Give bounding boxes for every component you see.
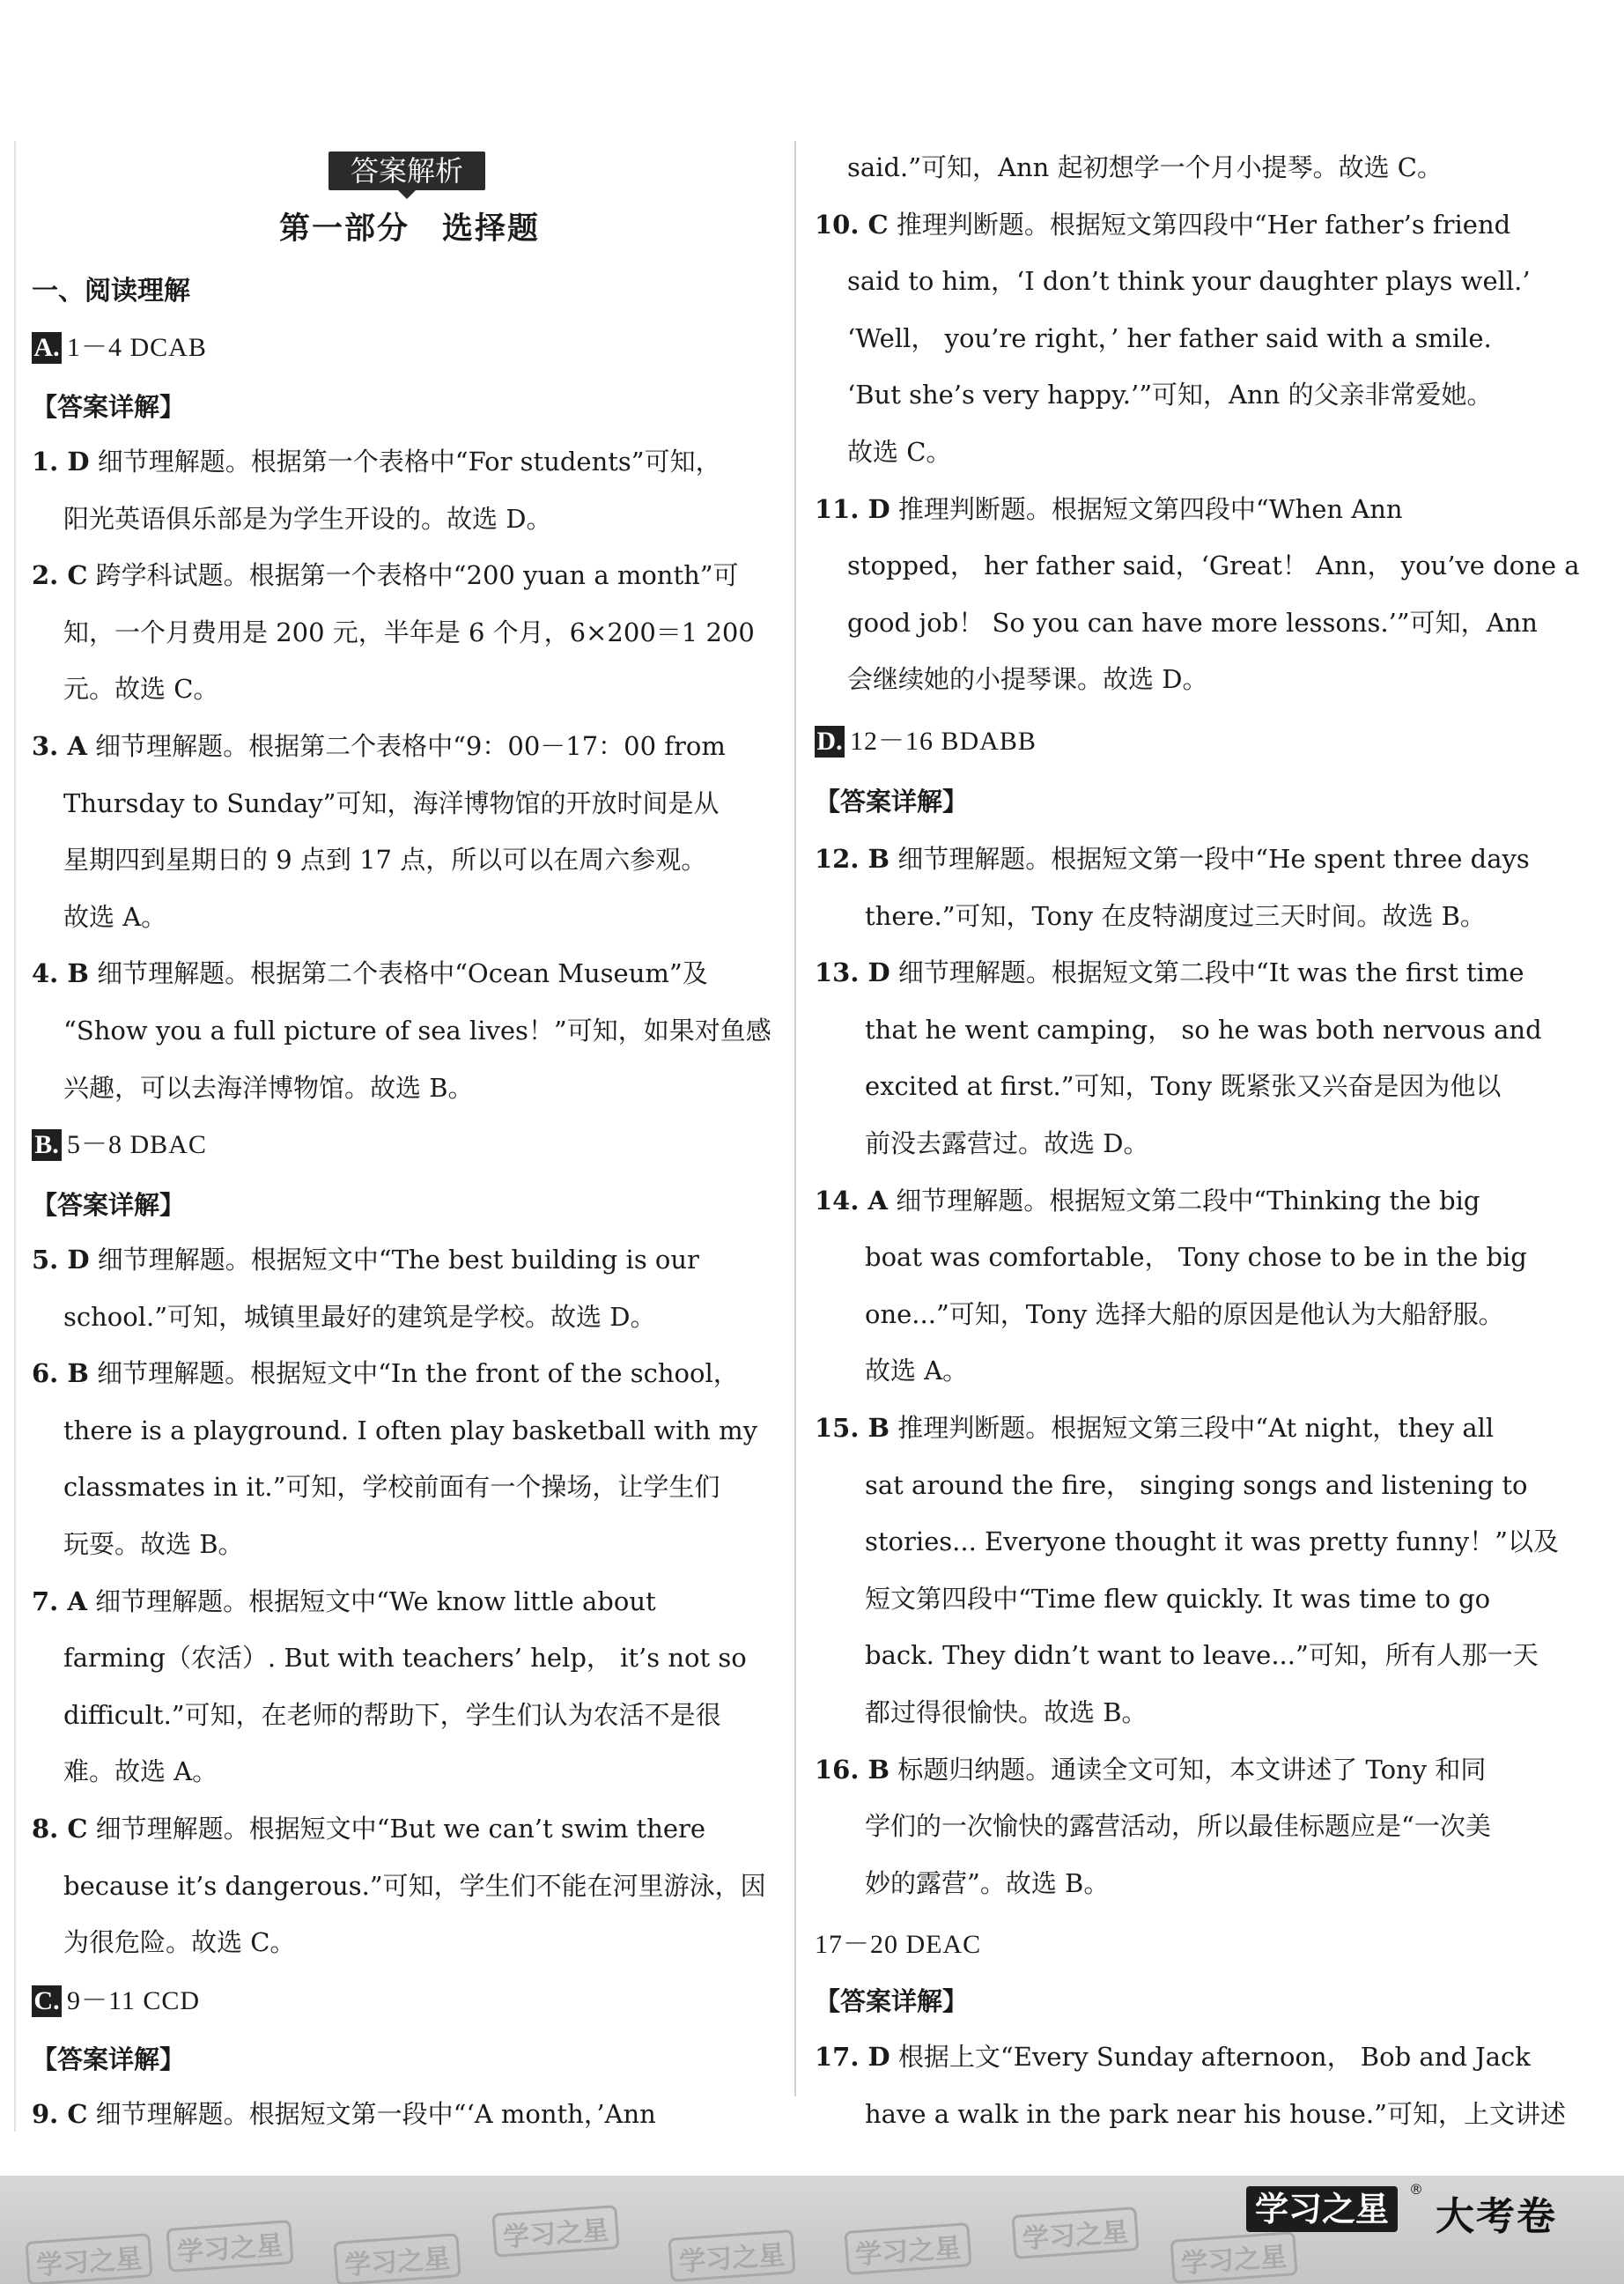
question-number: 4. B (32, 958, 89, 989)
explanation-line (815, 2039, 1531, 2074)
explanation-text: there.”可知，Tony 在皮特湖度过三天时间。故选 B。 (865, 900, 1486, 931)
watermark-logo: 学习之星 (668, 2229, 795, 2282)
explanation-line (815, 492, 1403, 527)
explanation-line (865, 1068, 1501, 1104)
explanation-text: Thursday to Sunday”可知，海洋博物馆的开放时间是从 (63, 787, 720, 818)
explanation-text: 推理判断题。根据短文第三段中“At night，they all (890, 1413, 1495, 1443)
explanation-text: 都过得很愉快。故选 B。 (865, 1697, 1148, 1727)
explanation-text: 细节理解题。根据短文第二段中“It was the first time (890, 957, 1524, 988)
explanation-line (847, 434, 951, 469)
explanation-line (815, 1410, 1494, 1445)
explanation-text: 阳光英语俱乐部是为学生开设的。故选 D。 (63, 503, 552, 534)
explanation-line (63, 786, 720, 821)
question-number: 7. A (32, 1585, 87, 1616)
explanation-line (63, 501, 551, 536)
question-number: 1. D (32, 447, 90, 477)
explanation-line (63, 1868, 766, 1903)
section-title: 一、阅读理解 (32, 276, 190, 307)
explanation-line (32, 956, 708, 991)
explanation-text: 学们的一次愉快的露营活动，所以最佳标题应是“一次美 (865, 1811, 1491, 1842)
answer-key-row (32, 330, 207, 366)
explanation-text: 根据上文“Every Sunday afternoon， Bob and Jack (890, 2042, 1531, 2072)
explanation-text: 妙的露营”。故选 B。 (865, 1867, 1110, 1898)
explanation-line (865, 1467, 1527, 1503)
explanation-line (865, 1637, 1539, 1673)
explanation-text: boat was comfortable， Tony chose to be in the big (865, 1242, 1527, 1273)
explanation-text: ‘But she’s very happy.’”可知，Ann 的父亲非常爱她。 (847, 380, 1493, 410)
explanation-text: 细节理解题。根据短文中“We know little about (86, 1585, 656, 1616)
explanation-line (847, 548, 1580, 583)
explanation-text: 难。故选 A。 (63, 1756, 218, 1787)
column-divider (794, 141, 796, 2096)
explanation-text: one...”可知，Tony 选择大船的原因是他认为大船舒服。 (865, 1298, 1504, 1329)
explanation-line (865, 1297, 1504, 1332)
explanation-line (32, 1242, 699, 1277)
explanation-line (815, 207, 1510, 242)
explanation-line (865, 1581, 1490, 1616)
explanation-text: 元。故选 C。 (63, 674, 219, 705)
question-number: 9. C (32, 2099, 88, 2129)
answer-analysis-badge: 答案解析 (328, 152, 485, 190)
explanation-text: sat around the fire， singing songs and listening to (865, 1469, 1528, 1500)
explanation-line (865, 1239, 1527, 1275)
explanation-text: 为很危险。故选 C。 (63, 1927, 296, 1958)
watermark-logo: 学习之星 (1170, 2231, 1297, 2284)
question-number: 13. D (815, 957, 890, 988)
explanation-line (63, 899, 166, 935)
explanation-line (847, 662, 1207, 697)
explanation-line (63, 1925, 295, 1960)
answer-key-text: 5－8 DBAC (67, 1130, 207, 1159)
explanation-text: school.”可知，城镇里最好的建筑是学校。故选 D。 (63, 1301, 656, 1332)
explanation-text: farming（农活）. But with teachers’ help， it’s not so (63, 1643, 747, 1674)
explanation-line (865, 1126, 1148, 1161)
explanation-text: 细节理解题。根据短文中“But we can’t swim there (87, 1814, 706, 1844)
question-number: 8. C (32, 1814, 88, 1844)
explanation-line (32, 1584, 656, 1619)
explanation-line (847, 263, 1531, 299)
watermark-logo: 学习之星 (166, 2220, 293, 2273)
watermark-logo: 学习之星 (25, 2233, 152, 2284)
explanation-text: 故选 C。 (847, 437, 952, 467)
explanation-line (32, 1356, 739, 1391)
explanation-line (865, 1866, 1109, 1901)
explanation-line (865, 1524, 1559, 1559)
question-number: 16. B (815, 1754, 890, 1785)
explanation-text: classmates in it.”可知，学校前面有一个操场，让学生们 (63, 1472, 720, 1503)
passage-letter-badge: B. (32, 1129, 62, 1161)
explanation-text: ‘Well， you’re right，’ her father said with a smile. (847, 322, 1492, 353)
explanation-text: 会继续她的小提琴课。故选 D。 (847, 664, 1208, 695)
explanation-text: 细节理解题。根据第二个表格中“9：00－17：00 from (86, 731, 726, 761)
explanation-line (815, 1752, 1486, 1787)
question-number: 2. C (32, 560, 88, 591)
question-number: 10. C (815, 209, 889, 240)
answer-detail-heading: 【答案详解】 (32, 1190, 186, 1220)
explanation-line (815, 841, 1530, 876)
watermark-logo: 学习之星 (333, 2233, 461, 2284)
explanation-text: back. They didn’t want to leave...”可知，所有人那一天 (865, 1640, 1539, 1671)
explanation-text: 细节理解题。根据短文中“The best building is our (89, 1245, 699, 1275)
explanation-line (63, 615, 755, 650)
explanation-text: 兴趣，可以去海洋博物馆。故选 B。 (63, 1072, 474, 1103)
answer-key-row (815, 1927, 981, 1962)
question-number: 5. D (32, 1245, 90, 1275)
explanation-text: 推理判断题。根据短文第四段中“Her father’s friend (888, 209, 1511, 240)
answer-detail-heading: 【答案详解】 (815, 787, 969, 817)
explanation-text: 细节理解题。根据短文中“In the front of the school， (88, 1358, 739, 1389)
explanation-text: “Show you a full picture of sea lives！”可知，如果对鱼感 (63, 1016, 771, 1046)
answer-key-text: 9－11 CCD (67, 1986, 201, 2015)
explanation-line (63, 1013, 771, 1048)
explanation-line (32, 444, 721, 479)
answer-key-text: 17－20 DEAC (815, 1930, 982, 1959)
explanation-text: 星期四到星期日的 9 点到 17 点，所以可以在周六参观。 (63, 845, 707, 876)
brand-logo: 学习之星 (1246, 2186, 1398, 2232)
explanation-text: 细节理解题。根据短文第一段中“‘A month，’Ann (87, 2099, 656, 2129)
explanation-text: that he went camping， so he was both nervous and (865, 1014, 1542, 1045)
explanation-text: have a walk in the park near his house.”可知，上文讲述 (865, 2098, 1566, 2129)
badge-pointer-icon (398, 190, 416, 199)
passage-letter-badge: C. (32, 1985, 62, 2017)
explanation-text: good job！ So you can have more lessons.’”可知，Ann (847, 607, 1538, 638)
question-number: 14. A (815, 1185, 889, 1216)
explanation-line (63, 1469, 720, 1504)
question-number: 6. B (32, 1358, 89, 1389)
answer-key-text: 1－4 DCAB (67, 333, 207, 362)
explanation-line (63, 1299, 656, 1334)
explanation-line (865, 1353, 968, 1388)
explanation-text: 推理判断题。根据短文第四段中“When Ann (890, 493, 1403, 524)
answer-key-text: 12－16 BDABB (850, 727, 1037, 756)
explanation-text: stopped， her father said，‘Great！ Ann， you’ve done a (847, 551, 1580, 581)
explanation-text: 细节理解题。根据第一个表格中“For students”可知， (89, 447, 721, 477)
explanation-line (865, 898, 1486, 934)
explanation-line (865, 1808, 1491, 1844)
explanation-line (847, 605, 1538, 640)
watermark-logo: 学习之星 (491, 2205, 619, 2258)
explanation-line (32, 1811, 705, 1846)
brand-name: 大考卷 (1436, 2194, 1557, 2239)
passage-letter-badge: A. (32, 332, 62, 364)
explanation-line (865, 1695, 1148, 1730)
explanation-text: said.”可知，Ann 起初想学一个月小提琴。故选 C。 (847, 152, 1443, 182)
explanation-text: 跨学科试题。根据第一个表格中“200 yuan a month”可 (87, 560, 739, 591)
explanation-line (63, 671, 218, 706)
answer-key-row (32, 1127, 207, 1163)
question-number: 15. B (815, 1413, 890, 1443)
explanation-line (32, 728, 726, 764)
explanation-line (847, 377, 1493, 412)
watermark-logo: 学习之星 (844, 2222, 971, 2275)
passage-letter-badge: D. (815, 726, 845, 758)
left-margin-rule (14, 141, 16, 2132)
part-title: 第一部分 选择题 (278, 211, 540, 247)
explanation-text: excited at first.”可知，Tony 既紧张又兴奋是因为他以 (865, 1071, 1502, 1102)
explanation-text: stories... Everyone thought it was pretty funny！”以及 (865, 1526, 1559, 1557)
explanation-text: because it’s dangerous.”可知，学生们不能在河里游泳，因 (63, 1870, 766, 1901)
explanation-text: 标题归纳题。通读全文可知，本文讲述了 Tony 和同 (890, 1754, 1487, 1785)
explanation-line (815, 955, 1524, 990)
explanation-line (63, 842, 706, 877)
answer-key-row (32, 1984, 200, 2019)
explanation-line (32, 558, 739, 593)
explanation-text: difficult.”可知，在老师的帮助下，学生们认为农活不是很 (63, 1699, 721, 1730)
explanation-text: 玩耍。故选 B。 (63, 1529, 244, 1559)
answer-detail-heading: 【答案详解】 (815, 1986, 969, 2016)
question-number: 3. A (32, 731, 87, 761)
explanation-line (63, 1754, 218, 1789)
explanation-line (865, 1012, 1542, 1047)
explanation-text: said to him，‘I don’t think your daughter plays well.’ (847, 266, 1531, 297)
explanation-line (63, 1640, 747, 1675)
explanation-line (32, 2096, 656, 2132)
explanation-text: 细节理解题。根据第二个表格中“Ocean Museum”及 (88, 958, 708, 989)
explanation-line (815, 1183, 1480, 1218)
watermark-logo: 学习之星 (1011, 2206, 1139, 2259)
explanation-line (63, 1697, 721, 1733)
question-number: 17. D (815, 2042, 890, 2072)
explanation-line (865, 2096, 1566, 2132)
explanation-text: 故选 A。 (865, 1356, 969, 1386)
explanation-text: there is a playground. I often play basketball with my (63, 1415, 757, 1445)
registered-mark: ® (1409, 2181, 1423, 2198)
explanation-line (63, 1413, 757, 1448)
explanation-text: 短文第四段中“Time flew quickly. It was time to go (865, 1583, 1491, 1614)
question-number: 12. B (815, 844, 890, 874)
explanation-text: 细节理解题。根据短文第二段中“Thinking the big (888, 1185, 1480, 1216)
explanation-text: 故选 A。 (63, 901, 167, 932)
answer-detail-heading: 【答案详解】 (32, 392, 186, 422)
explanation-line (63, 1070, 474, 1105)
explanation-line (63, 1526, 244, 1562)
answer-key-row (815, 724, 1037, 759)
explanation-text: 知，一个月费用是 200 元，半年是 6 个月，6×200＝1 200 (63, 617, 755, 647)
explanation-text: 细节理解题。根据短文第一段中“He spent three days (890, 844, 1530, 874)
explanation-line (847, 150, 1443, 185)
question-number: 11. D (815, 493, 890, 524)
explanation-line (847, 321, 1492, 356)
explanation-text: 前没去露营过。故选 D。 (865, 1128, 1149, 1158)
answer-detail-heading: 【答案详解】 (32, 2044, 186, 2074)
